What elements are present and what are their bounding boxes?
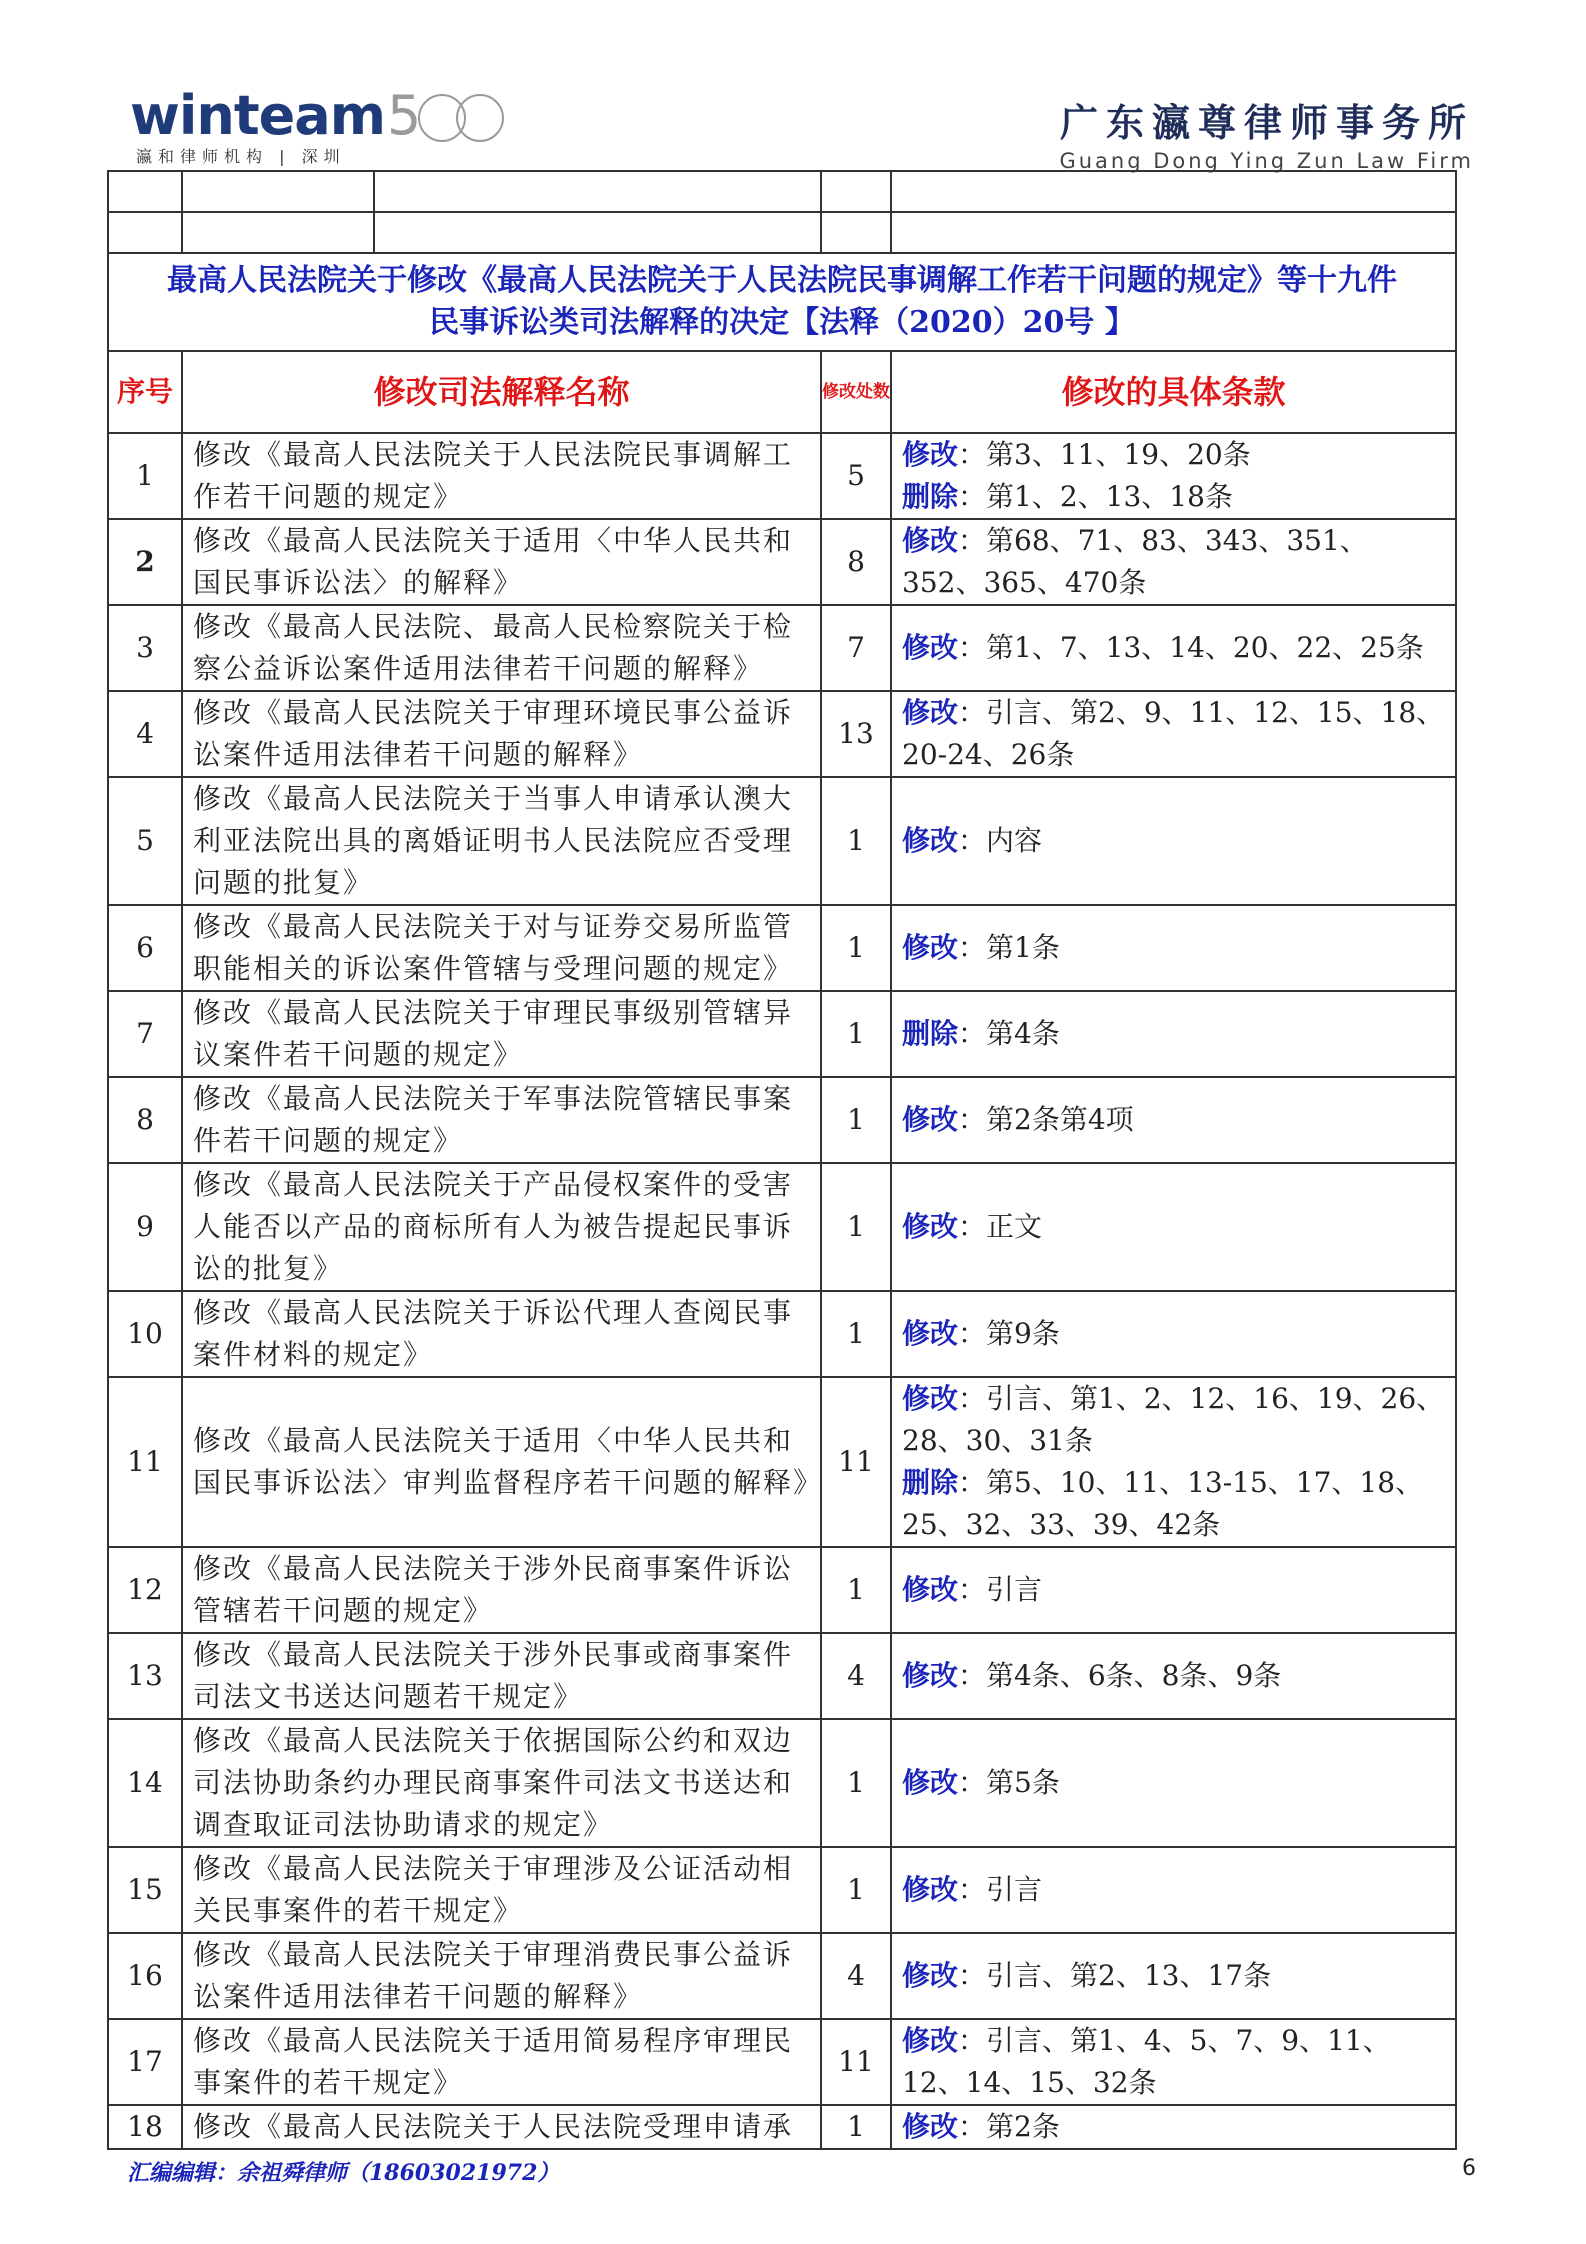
detail-line: [902, 1869, 1445, 1911]
detail-text: ：第4条、6条、8条、9条: [958, 1659, 1282, 1692]
interpretation-name: 修改《最高人民法院关于产品侵权案件的受害人能否以产品的商标所有人为被告提起民事诉讼的批复》: [182, 1163, 821, 1291]
header-detail: 修改的具体条款: [891, 351, 1456, 433]
revision-detail: [891, 991, 1456, 1077]
table-row: [108, 1933, 1456, 2019]
logo-word-team: team: [233, 84, 385, 147]
detail-text: ：引言、第2、9、11、12、15、18、20-24、26条: [902, 696, 1445, 771]
table-row: [108, 691, 1456, 777]
table-header-row: [108, 351, 1456, 433]
logo-number: 5: [387, 84, 421, 147]
blank-row: [108, 171, 1456, 212]
detail-text: ：引言、第1、4、5、7、9、11、12、14、15、32条: [902, 2024, 1391, 2099]
revision-count: 1: [821, 1077, 891, 1163]
table-row: [108, 519, 1456, 605]
blank-cell: [891, 212, 1456, 253]
revision-detail: [891, 1377, 1456, 1547]
revision-detail: [891, 1633, 1456, 1719]
revision-count: 11: [821, 2019, 891, 2105]
detail-keyword: 修改: [902, 824, 959, 857]
detail-keyword: 修改: [902, 2110, 959, 2143]
detail-text: ：第2条第4项: [958, 1103, 1134, 1136]
detail-keyword: 修改: [902, 1766, 959, 1799]
table-row: [108, 2105, 1456, 2149]
revision-detail: [891, 691, 1456, 777]
blank-cell: [108, 171, 182, 212]
blank-cell: [821, 212, 891, 253]
row-number: 10: [108, 1291, 182, 1377]
revision-detail: [891, 605, 1456, 691]
header-name: 修改司法解释名称: [182, 351, 821, 433]
interpretation-name: 修改《最高人民法院关于诉讼代理人查阅民事案件材料的规定》: [182, 1291, 821, 1377]
detail-keyword: 修改: [902, 1382, 959, 1415]
detail-line: [902, 927, 1445, 969]
row-number: 2: [108, 519, 182, 605]
detail-keyword: 修改: [902, 1873, 959, 1906]
revision-count: 1: [821, 2105, 891, 2149]
detail-keyword: 修改: [902, 931, 959, 964]
interpretation-name: 修改《最高人民法院关于审理涉及公证活动相关民事案件的若干规定》: [182, 1847, 821, 1933]
interpretation-name: 修改《最高人民法院关于人民法院民事调解工作若干问题的规定》: [182, 433, 821, 519]
table-row: [108, 1633, 1456, 1719]
detail-keyword: 修改: [902, 1317, 959, 1350]
revision-detail: [891, 1077, 1456, 1163]
revision-table: [107, 170, 1457, 2150]
revision-count: 1: [821, 1719, 891, 1847]
interpretation-name: 修改《最高人民法院关于当事人申请承认澳大利亚法院出具的离婚证明书人民法院应否受理问题的批复》: [182, 777, 821, 905]
detail-line: [902, 1762, 1445, 1804]
detail-text: ：引言: [958, 1873, 1043, 1906]
detail-keyword: 修改: [902, 1573, 959, 1606]
interpretation-name: 修改《最高人民法院关于适用〈中华人民共和国民事诉讼法〉审判监督程序若干问题的解释》: [182, 1377, 821, 1547]
revision-detail: [891, 1291, 1456, 1377]
detail-text: ：引言: [958, 1573, 1043, 1606]
table-row: [108, 1377, 1456, 1547]
detail-text: ：第1条: [958, 931, 1060, 964]
revision-count: 1: [821, 1163, 891, 1291]
detail-text: ：正文: [958, 1210, 1043, 1243]
revision-count: 1: [821, 1547, 891, 1633]
revision-count: 1: [821, 1291, 891, 1377]
blank-cell: [821, 171, 891, 212]
detail-keyword: 修改: [902, 1659, 959, 1692]
blank-cell: [182, 212, 374, 253]
revision-detail: [891, 1847, 1456, 1933]
page-number: 6: [1462, 2156, 1476, 2181]
detail-text: ：第4条: [958, 1017, 1060, 1050]
revision-detail: [891, 2105, 1456, 2149]
revision-count: 1: [821, 777, 891, 905]
row-number: 3: [108, 605, 182, 691]
detail-line: [902, 1313, 1445, 1355]
detail-line: [902, 820, 1445, 862]
detail-keyword: 修改: [902, 1959, 959, 1992]
interpretation-name: 修改《最高人民法院关于对与证券交易所监管职能相关的诉讼案件管辖与受理问题的规定》: [182, 905, 821, 991]
blank-cell: [374, 212, 821, 253]
detail-line: [902, 1569, 1445, 1611]
revision-detail: [891, 433, 1456, 519]
row-number: 7: [108, 991, 182, 1077]
table-row: [108, 1077, 1456, 1163]
table-row: [108, 991, 1456, 1077]
firm-name-cn: 广东瀛尊律师事务所: [1059, 100, 1474, 145]
revision-count: 1: [821, 1847, 891, 1933]
detail-keyword: 修改: [902, 438, 959, 471]
firm-name-en: Guang Dong Ying Zun Law Firm: [1059, 149, 1474, 173]
detail-line: [902, 1955, 1445, 1997]
revision-count: 4: [821, 1933, 891, 2019]
detail-keyword: 修改: [902, 1103, 959, 1136]
table-row: [108, 1291, 1456, 1377]
interpretation-name: 修改《最高人民法院关于适用简易程序审理民事案件的若干规定》: [182, 2019, 821, 2105]
detail-line: [902, 2020, 1445, 2104]
row-number: 8: [108, 1077, 182, 1163]
table-row: [108, 777, 1456, 905]
revision-detail: [891, 1719, 1456, 1847]
blank-cell: [108, 212, 182, 253]
table-title: [108, 253, 1456, 351]
logo-subtitle: 瀛和律师机构 | 深圳: [136, 147, 346, 166]
blank-cell: [891, 171, 1456, 212]
detail-text: ：引言、第2、13、17条: [958, 1959, 1272, 1992]
revision-count: 13: [821, 691, 891, 777]
detail-line: [902, 476, 1445, 518]
revision-count: 7: [821, 605, 891, 691]
detail-line: [902, 1462, 1445, 1546]
detail-line: [902, 2106, 1445, 2148]
revision-count: 5: [821, 433, 891, 519]
table-title-line-2: 民事诉讼类司法解释的决定【法释（2020）20号 】: [429, 305, 1135, 340]
detail-keyword: 删除: [902, 1017, 959, 1050]
firm-header: [1059, 92, 1474, 173]
row-number: 17: [108, 2019, 182, 2105]
blank-row: [108, 212, 1456, 253]
row-number: 5: [108, 777, 182, 905]
row-number: 14: [108, 1719, 182, 1847]
winteam-logo: [130, 86, 506, 167]
revision-count: 1: [821, 991, 891, 1077]
detail-text: ：内容: [958, 824, 1043, 857]
detail-text: ：第5、10、11、13-15、17、18、25、32、33、39、42条: [902, 1466, 1424, 1541]
row-number: 1: [108, 433, 182, 519]
table-row: [108, 2019, 1456, 2105]
interpretation-name: 修改《最高人民法院关于适用〈中华人民共和国民事诉讼法〉的解释》: [182, 519, 821, 605]
detail-keyword: 修改: [902, 1210, 959, 1243]
logo-rings-icon: [418, 94, 506, 140]
footer-compiler: 汇编编辑：余祖舜律师（18603021972）: [127, 2160, 560, 2186]
detail-keyword: 删除: [902, 1466, 959, 1499]
detail-keyword: 修改: [902, 2024, 959, 2057]
revision-count: 4: [821, 1633, 891, 1719]
interpretation-name: 修改《最高人民法院关于审理民事级别管辖异议案件若干问题的规定》: [182, 991, 821, 1077]
table-row: [108, 605, 1456, 691]
detail-line: [902, 1013, 1445, 1055]
detail-text: ：第1、7、13、14、20、22、25条: [958, 631, 1424, 664]
blank-cell: [374, 171, 821, 212]
revision-detail: [891, 1933, 1456, 2019]
detail-text: ：第3、11、19、20条: [958, 438, 1251, 471]
table-row: [108, 433, 1456, 519]
detail-text: ：引言、第1、2、12、16、19、26、28、30、31条: [902, 1382, 1445, 1457]
row-number: 18: [108, 2105, 182, 2149]
detail-keyword: 删除: [902, 480, 959, 513]
blank-cell: [182, 171, 374, 212]
row-number: 13: [108, 1633, 182, 1719]
table-row: [108, 1719, 1456, 1847]
logo-word-win: win: [130, 84, 234, 147]
row-number: 9: [108, 1163, 182, 1291]
detail-line: [902, 434, 1445, 476]
detail-line: [902, 1655, 1445, 1697]
row-number: 12: [108, 1547, 182, 1633]
header-count: 修改处数: [821, 351, 891, 433]
detail-text: ：第5条: [958, 1766, 1060, 1799]
detail-line: [902, 692, 1445, 776]
table-row: [108, 1547, 1456, 1633]
interpretation-name: 修改《最高人民法院关于依据国际公约和双边司法协助条约办理民商事案件司法文书送达和调查取证司法协助请求的规定》: [182, 1719, 821, 1847]
detail-text: ：第1、2、13、18条: [958, 480, 1233, 513]
revision-count: 11: [821, 1377, 891, 1547]
interpretation-name: 修改《最高人民法院、最高人民检察院关于检察公益诉讼案件适用法律若干问题的解释》: [182, 605, 821, 691]
interpretation-name: 修改《最高人民法院关于审理消费民事公益诉讼案件适用法律若干问题的解释》: [182, 1933, 821, 2019]
interpretation-name: 修改《最高人民法院关于审理环境民事公益诉讼案件适用法律若干问题的解释》: [182, 691, 821, 777]
revision-detail: [891, 1163, 1456, 1291]
interpretation-name: 修改《最高人民法院关于人民法院受理申请承: [182, 2105, 821, 2149]
table-row: [108, 905, 1456, 991]
revision-count: 1: [821, 905, 891, 991]
interpretation-name: 修改《最高人民法院关于军事法院管辖民事案件若干问题的规定》: [182, 1077, 821, 1163]
detail-line: [902, 1378, 1445, 1462]
detail-keyword: 修改: [902, 631, 959, 664]
revision-detail: [891, 777, 1456, 905]
logo-wordmark: [130, 86, 506, 146]
table-title-row: [108, 253, 1456, 351]
interpretation-name: 修改《最高人民法院关于涉外民事或商事案件司法文书送达问题若干规定》: [182, 1633, 821, 1719]
row-number: 6: [108, 905, 182, 991]
detail-line: [902, 1099, 1445, 1141]
header-no: 序号: [108, 351, 182, 433]
detail-text: ：第2条: [958, 2110, 1060, 2143]
revision-detail: [891, 1547, 1456, 1633]
interpretation-name: 修改《最高人民法院关于涉外民商事案件诉讼管辖若干问题的规定》: [182, 1547, 821, 1633]
detail-keyword: 修改: [902, 696, 959, 729]
detail-line: [902, 1206, 1445, 1248]
revision-detail: [891, 519, 1456, 605]
row-number: 11: [108, 1377, 182, 1547]
revision-detail: [891, 2019, 1456, 2105]
detail-text: ：第9条: [958, 1317, 1060, 1350]
detail-keyword: 修改: [902, 524, 959, 557]
revision-detail: [891, 905, 1456, 991]
row-number: 4: [108, 691, 182, 777]
detail-line: [902, 627, 1445, 669]
table-row: [108, 1847, 1456, 1933]
table-title-line-1: 最高人民法院关于修改《最高人民法院关于人民法院民事调解工作若干问题的规定》等十九件: [167, 263, 1397, 298]
revision-count: 8: [821, 519, 891, 605]
row-number: 16: [108, 1933, 182, 2019]
detail-text: ：第68、71、83、343、351、352、365、470条: [902, 524, 1368, 599]
row-number: 15: [108, 1847, 182, 1933]
table-row: [108, 1163, 1456, 1291]
detail-line: [902, 520, 1445, 604]
